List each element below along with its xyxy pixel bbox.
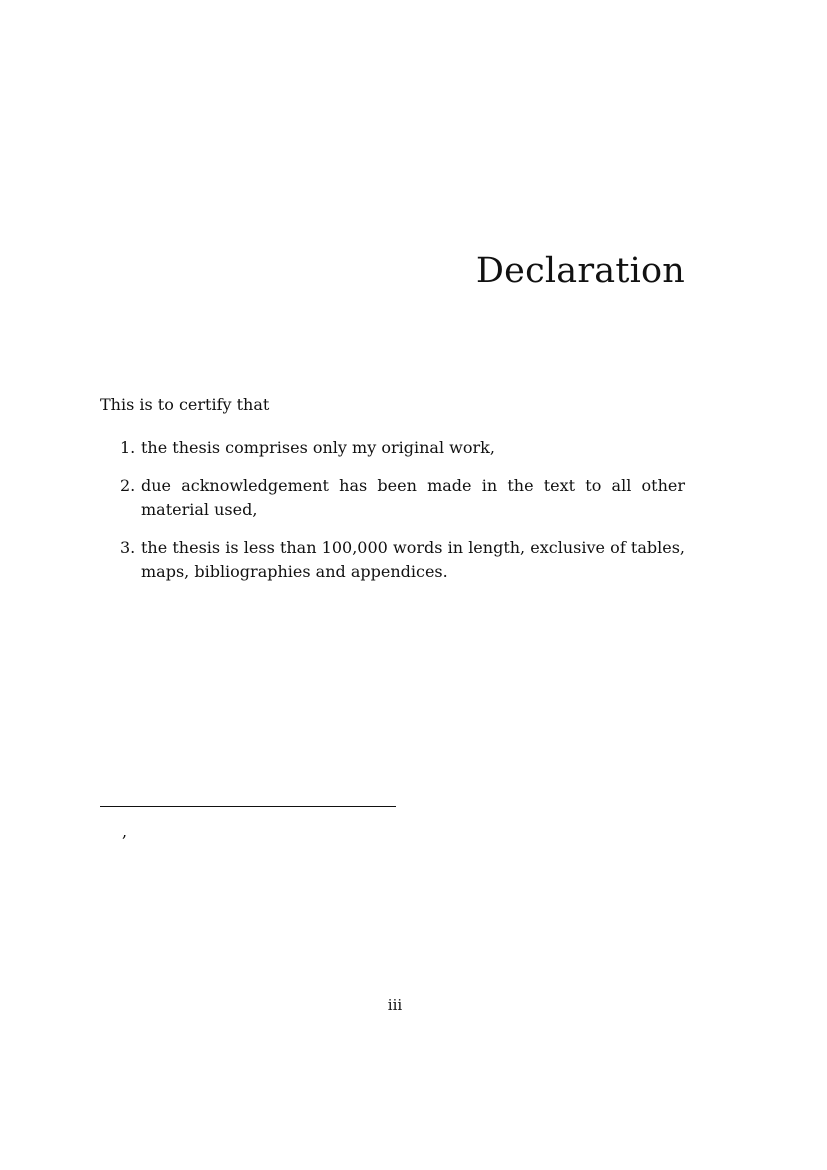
list-item-number: 3. xyxy=(120,538,136,557)
list-item xyxy=(100,436,685,460)
list-item-text: the thesis is less than 100,000 words in length, exclusive of tables, maps, bibliographies and appendices. xyxy=(141,538,685,581)
page-number: iii xyxy=(387,996,403,1014)
list-item xyxy=(100,536,685,584)
signature-name-date: , xyxy=(122,822,128,841)
intro-text: This is to certify that xyxy=(100,395,270,414)
list-item-text: the thesis comprises only my original work, xyxy=(141,438,495,457)
list-item xyxy=(100,474,685,522)
page-title: Declaration xyxy=(475,251,685,291)
list-item-number: 2. xyxy=(120,476,136,495)
list-item-number: 1. xyxy=(120,438,136,457)
list-item-text: due acknowledgement has been made in the text to all other material used, xyxy=(141,476,685,519)
declaration-list xyxy=(100,436,685,598)
signature-line xyxy=(100,806,396,807)
